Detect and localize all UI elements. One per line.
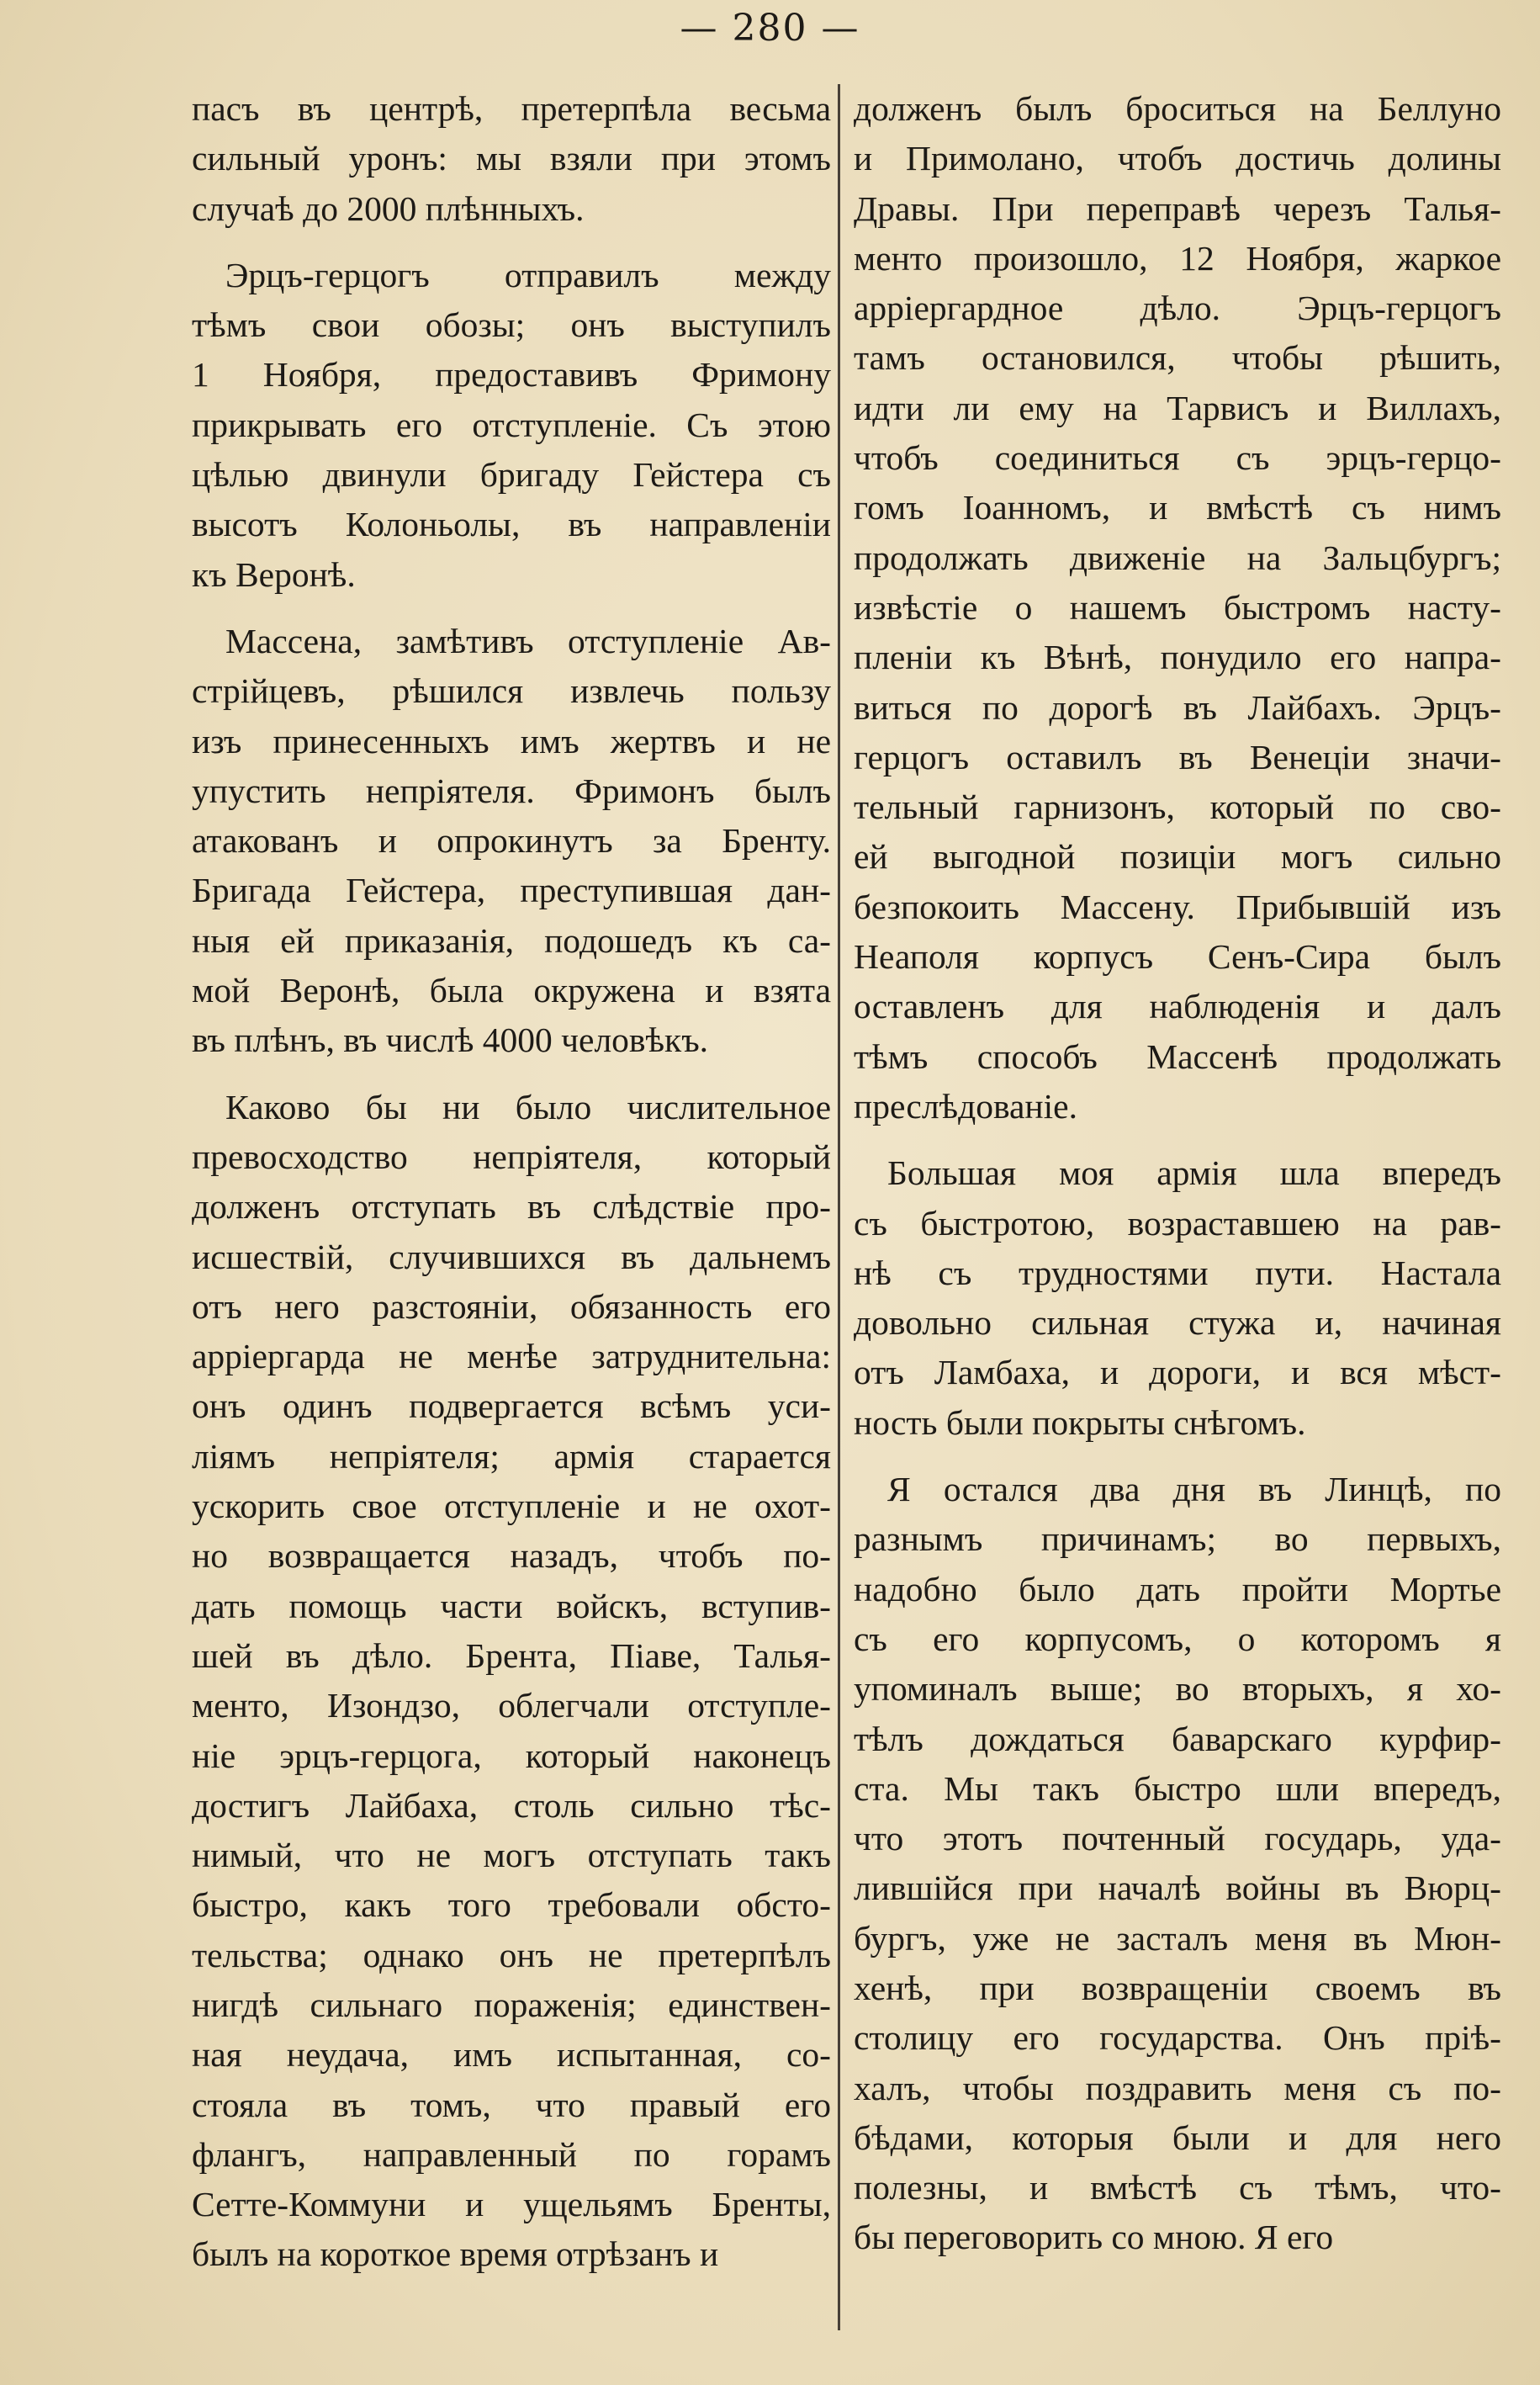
- text-line: цѣлью двинули бригаду Гейстера съ: [192, 455, 831, 495]
- text-line: упоминалъ выше; во вторыхъ, я хо-: [854, 1669, 1501, 1709]
- text-line: ность были покрыты снѣгомъ.: [854, 1402, 1306, 1442]
- text-line: долженъ отступать въ слѣдствіе про-: [192, 1187, 831, 1227]
- text-line: менто произошло, 12 Ноября, жаркое: [854, 238, 1501, 278]
- text-line: надобно было дать пройти Мортье: [854, 1569, 1501, 1609]
- text-line: изъ принесенныхъ имъ жертвъ и не: [192, 721, 831, 761]
- text-line: Каково бы ни было числительное: [225, 1087, 831, 1126]
- text-line: менто, Изондзо, облегчали отступле-: [192, 1686, 831, 1725]
- paragraph-gap: [192, 234, 831, 251]
- text-line: Дравы. При переправѣ черезъ Талья-: [854, 188, 1501, 228]
- text-line: исшествій, случившихся въ дальнемъ: [192, 1237, 831, 1276]
- text-line: чтобъ соединиться съ эрцъ-герцо-: [854, 438, 1501, 478]
- text-line: безпокоить Массену. Прибывшій изъ: [854, 887, 1501, 926]
- paragraph-gap: [192, 600, 831, 617]
- text-line: бы переговорить со мною. Я его: [854, 2218, 1334, 2257]
- text-line: тельства; однако онъ не претерпѣлъ: [192, 1935, 831, 1974]
- text-line: тамъ остановился, чтобы рѣшить,: [854, 338, 1501, 378]
- text-line: дать помощь части войскъ, вступив-: [192, 1586, 831, 1625]
- left-column: [192, 84, 831, 2280]
- text-line: тельный гарнизонъ, который по сво-: [854, 787, 1501, 827]
- text-line: бургъ, уже не засталъ меня въ Мюн-: [854, 1918, 1501, 1958]
- text-line: тѣлъ дождаться баварскаго курфир-: [854, 1719, 1501, 1758]
- text-line: тѣмъ свои обозы; онъ выступилъ: [192, 305, 831, 345]
- text-line: къ Веронѣ.: [192, 554, 356, 594]
- text-line: атакованъ и опрокинутъ за Бренту.: [192, 821, 831, 861]
- page-number: — 280 —: [680, 7, 860, 50]
- paragraph-gap: [192, 1066, 831, 1083]
- text-line: стояла въ томъ, что правый его: [192, 2085, 831, 2124]
- text-line: ныя ей приказанія, подошедъ къ са-: [192, 920, 831, 960]
- text-line: ста. Мы такъ быстро шли впередъ,: [854, 1768, 1501, 1808]
- text-line: пасъ въ центрѣ, претерпѣла весьма: [192, 89, 831, 128]
- text-line: что этотъ почтенный государь, уда-: [854, 1819, 1501, 1858]
- text-line: оставленъ для наблюденія и далъ: [854, 987, 1501, 1026]
- text-line: высотъ Колоньолы, въ направленіи: [192, 505, 831, 544]
- text-line: долженъ былъ броситься на Беллуно: [854, 89, 1501, 128]
- text-line: достигъ Лайбаха, столь сильно тѣс-: [192, 1785, 831, 1825]
- text-line: ускорить свое отступленіе и не охот-: [192, 1487, 831, 1526]
- text-line: герцогъ оставилъ въ Венеціи значи-: [854, 737, 1501, 776]
- text-line: хенѣ, при возвращеніи своемъ въ: [854, 1968, 1501, 2007]
- text-line: арріергардное дѣло. Эрцъ-герцогъ: [854, 289, 1501, 328]
- text-line: ліямъ непріятеля; армія старается: [192, 1436, 831, 1476]
- text-line: идти ли ему на Тарвисъ и Виллахъ,: [854, 388, 1501, 427]
- text-line: превосходство непріятеля, который: [192, 1137, 831, 1176]
- text-line: мой Веронѣ, была окружена и взята: [192, 971, 831, 1010]
- text-line: арріергарда не менѣе затруднительна:: [192, 1337, 831, 1376]
- text-line: лившійся при началѣ войны въ Вюрц-: [854, 1868, 1501, 1908]
- text-line: съ быстротою, возраставшею на рав-: [854, 1203, 1501, 1243]
- text-line: флангъ, направленный по горамъ: [192, 2134, 831, 2174]
- text-line: виться по дорогѣ въ Лайбахъ. Эрцъ-: [854, 687, 1501, 727]
- text-line: 1 Ноября, предоставивъ Фримону: [192, 355, 831, 395]
- text-line: случаѣ до 2000 плѣнныхъ.: [192, 188, 585, 228]
- text-line: онъ одинъ подвергается всѣмъ уси-: [192, 1386, 831, 1426]
- text-line: ніе эрцъ-герцога, который наконецъ: [192, 1736, 831, 1775]
- text-line: разнымъ причинамъ; во первыхъ,: [854, 1519, 1501, 1559]
- text-line: нимый, что не могъ отступать такъ: [192, 1836, 831, 1875]
- text-line: пленіи къ Вѣнѣ, понудило его напра-: [854, 638, 1501, 677]
- text-line: ная неудача, имъ испытанная, со-: [192, 2035, 831, 2075]
- text-line: полезны, и вмѣстѣ съ тѣмъ, что-: [854, 2168, 1501, 2207]
- text-line: упустить непріятеля. Фримонъ былъ: [192, 771, 831, 810]
- text-line: столицу его государства. Онъ пріѣ-: [854, 2018, 1501, 2058]
- text-line: прикрывать его отступленіе. Съ этою: [192, 405, 831, 444]
- text-line: быстро, какъ того требовали обсто-: [192, 1885, 831, 1925]
- text-line: стрійцевъ, рѣшился извлечь пользу: [192, 671, 831, 711]
- text-line: довольно сильная стужа и, начиная: [854, 1303, 1501, 1343]
- text-line: съ его корпусомъ, о которомъ я: [854, 1619, 1501, 1658]
- text-line: отъ него разстояніи, обязанность его: [192, 1286, 831, 1326]
- text-line: Бригада Гейстера, преступившая дан-: [192, 871, 831, 910]
- text-line: и Примолано, чтобъ достичь долины: [854, 139, 1501, 178]
- text-line: тѣмъ способъ Массенѣ продолжать: [854, 1036, 1501, 1076]
- text-line: гомъ Іоанномъ, и вмѣстѣ съ нимъ: [854, 488, 1501, 527]
- text-line: Я остался два дня въ Линцѣ, по: [887, 1470, 1501, 1509]
- text-line: преслѣдованіе.: [854, 1086, 1077, 1126]
- text-line: Массена, замѣтивъ отступленіе Ав-: [225, 621, 831, 660]
- text-line: ей выгодной позиціи могъ сильно: [854, 837, 1501, 877]
- text-line: нѣ съ трудностями пути. Настала: [854, 1253, 1501, 1292]
- text-line: нигдѣ сильнаго пораженія; единствен-: [192, 1985, 831, 2024]
- text-line: халъ, чтобы поздравить меня съ по-: [854, 2068, 1501, 2107]
- text-line: Неаполя корпусъ Сенъ-Сира былъ: [854, 937, 1501, 977]
- text-line: былъ на короткое время отрѣзанъ и: [192, 2234, 719, 2274]
- text-line: сильный уронъ: мы взяли при этомъ: [192, 139, 831, 178]
- text-line: но возвращается назадъ, чтобъ по-: [192, 1536, 831, 1576]
- text-line: отъ Ламбаха, и дороги, и вся мѣст-: [854, 1353, 1501, 1392]
- paragraph-gap: [854, 1448, 1501, 1465]
- text-line: Большая моя армія шла впередъ: [887, 1153, 1501, 1193]
- text-line: продолжать движеніе на Зальцбургъ;: [854, 538, 1501, 577]
- text-line: извѣстіе о нашемъ быстромъ насту-: [854, 587, 1501, 627]
- text-line: бѣдами, которыя были и для него: [854, 2117, 1501, 2157]
- text-line: Эрцъ-герцогъ отправилъ между: [225, 255, 831, 294]
- text-line: шей въ дѣло. Брента, Піаве, Талья-: [192, 1635, 831, 1675]
- right-column: [854, 84, 1501, 2263]
- column-divider: [838, 84, 840, 2330]
- text-line: въ плѣнъ, въ числѣ 4000 человѣкъ.: [192, 1020, 709, 1060]
- paragraph-gap: [854, 1132, 1501, 1148]
- text-line: Сетте-Коммуни и ущельямъ Бренты,: [192, 2185, 831, 2224]
